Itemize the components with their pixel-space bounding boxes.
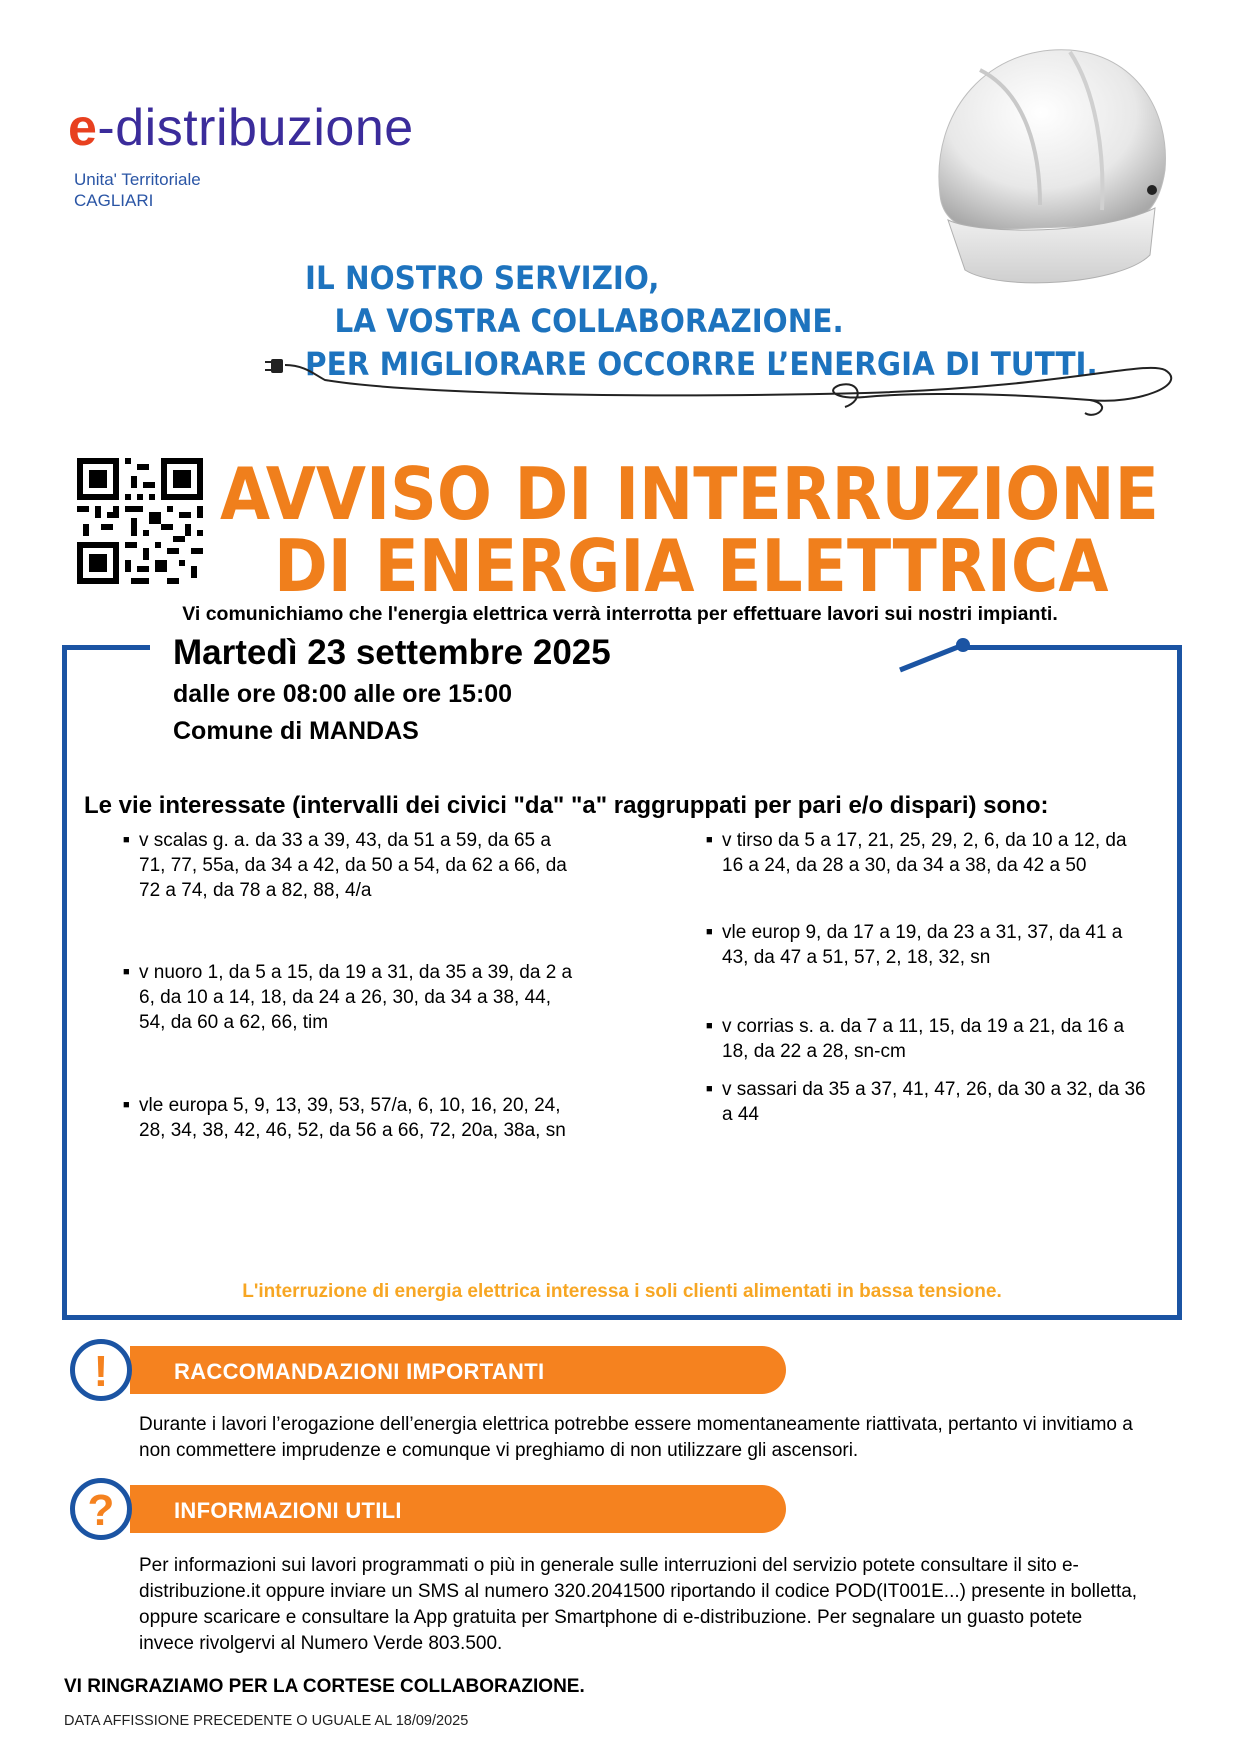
bullet-icon: ■ — [123, 834, 130, 846]
e-distribuzione-logo: e-distribuzione — [68, 99, 414, 157]
power-cable-decoration — [265, 345, 1205, 425]
slogan: IL NOSTRO SERVIZIO, LA VOSTRA COLLABORAZIONE. PER MIGLIORARE OCCORRE L’ENERGIA DI TUTTI. — [305, 259, 1098, 383]
street-item: ■ v sassari da 35 a 37, 41, 47, 26, da 30 a 32, da 36 a 44 — [706, 1079, 1146, 1125]
question-icon: ? — [70, 1478, 132, 1540]
info-text: Per informazioni sui lavori programmati o più in generale sulle interruzioni del servizio potete consultare il sito e-distribuzione.it oppure inviare un SMS al numero 320.2041500 riportando il codice POD(IT001E...) presente in bolletta, oppure scaricare e consultare la App gratuita per Smartphone di e-distribuzione. Per segnalare un guasto potete invece rivolgervi al Numero Verde 803.500. — [139, 1555, 1138, 1654]
bullet-icon: ■ — [706, 834, 713, 846]
info-bar: INFORMAZIONI UTILI — [130, 1485, 786, 1533]
intro-text: Vi comunichiamo che l'energia elettrica verrà interrotta per effettuare lavori sui nostri impianti. — [182, 603, 1058, 625]
recommendations-text: Durante i lavori l’erogazione dell’energia elettrica potrebbe essere momentaneamente riattivata, pertanto vi invitiamo a non commettere imprudenze e comunque vi preghiamo di non utilizzare gli ascensori. — [139, 1414, 1133, 1461]
interruption-hours: dalle ore 08:00 alle ore 15:00 — [173, 680, 513, 708]
bullet-icon: ■ — [706, 1083, 713, 1095]
notice-title: AVVISO DI INTERRUZIONE DI ENERGIA ELETTRICA — [220, 452, 1159, 608]
exclamation-icon: ! — [70, 1339, 132, 1401]
cable-pin-icon — [895, 635, 975, 675]
streets-heading: Le vie interessate (intervalli dei civici "da" "a" raggruppati per pari e/o dispari) sono: — [84, 792, 1049, 819]
bullet-icon: ■ — [123, 966, 130, 978]
thanks-text: VI RINGRAZIAMO PER LA CORTESE COLLABORAZIONE. — [64, 1676, 585, 1697]
qr-code[interactable] — [77, 458, 203, 584]
street-item: ■ v tirso da 5 a 17, 21, 25, 29, 2, 6, da 10 a 12, da 16 a 24, da 28 a 30, da 34 a 38, da 42 a 50 — [706, 830, 1127, 876]
municipality: Comune di MANDAS — [173, 717, 419, 745]
low-voltage-note: L'interruzione di energia elettrica interessa i soli clienti alimentati in bassa tensione. — [242, 1281, 1002, 1302]
street-item: ■ v nuoro 1, da 5 a 15, da 19 a 31, da 35 a 39, da 2 a 6, da 10 a 14, 18, da 24 a 26, 30, da 34 a 38, 44, 54, da 60 a 62, 66, tim — [123, 962, 573, 1033]
territorial-unit: Unita' Territoriale CAGLIARI — [74, 170, 201, 210]
street-item: ■ vle europ 9, da 17 a 19, da 23 a 31, 37, da 41 a 43, da 47 a 51, 57, 2, 18, 32, sn — [706, 922, 1123, 968]
interruption-date: Martedì 23 settembre 2025 — [173, 633, 611, 672]
street-item: ■ v corrias s. a. da 7 a 11, 15, da 19 a 21, da 16 a 18, da 22 a 28, sn-cm — [706, 1016, 1125, 1062]
street-item: ■ vle europa 5, 9, 13, 39, 53, 57/a, 6, 10, 16, 20, 24, 28, 34, 38, 42, 46, 52, da 56 a 66, 72, 20a, 38a, sn — [123, 1095, 566, 1141]
box-border-right — [963, 645, 1182, 650]
bullet-icon: ■ — [706, 926, 713, 938]
street-item: ■ v scalas g. a. da 33 a 39, 43, da 51 a 59, da 65 a 71, 77, 55a, da 34 a 42, da 50 a 54, da 62 a 66, da 72 a 74, da 78 a 82, 88, 4/a — [123, 830, 567, 901]
bullet-icon: ■ — [706, 1020, 713, 1032]
box-border-left — [62, 645, 150, 650]
recommendations-bar: RACCOMANDAZIONI IMPORTANTI — [130, 1346, 786, 1394]
posting-date: DATA AFFISSIONE PRECEDENTE O UGUALE AL 18/09/2025 — [64, 1713, 469, 1729]
bullet-icon: ■ — [123, 1099, 130, 1111]
